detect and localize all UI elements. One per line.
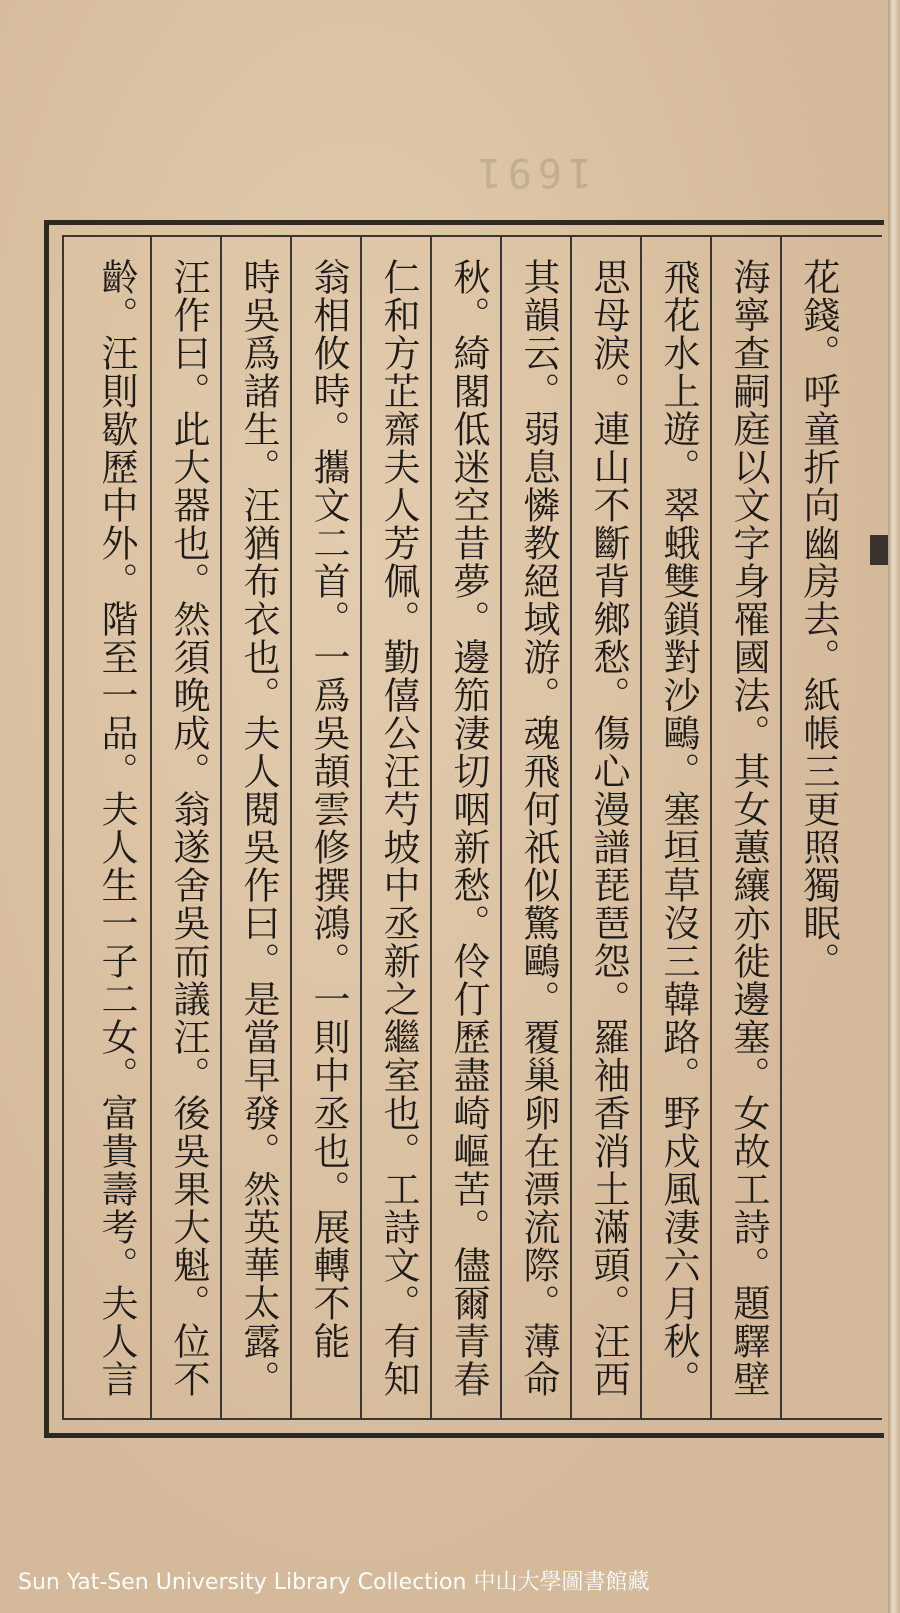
column-rule xyxy=(430,237,432,1418)
page-edge xyxy=(888,0,900,1613)
text-column-7: 仁和方芷齋夫人芳佩。勤僖公汪芍坡中丞新之繼室也。工詩文。有知 xyxy=(377,258,420,1398)
text-column-1: 花錢。呼童折向幽房去。紙帳三更照獨眠。 xyxy=(797,258,840,980)
column-rule xyxy=(150,237,152,1418)
text-column-11: 齡。汪則歇歷中外。階至一品。夫人生一子二女。富貴壽考。夫人言 xyxy=(95,258,138,1398)
library-credit xyxy=(18,1565,649,1596)
credit-english: Sun Yat-Sen University Library Collection xyxy=(18,1570,467,1595)
column-rule xyxy=(500,237,502,1418)
column-rule xyxy=(290,237,292,1418)
text-column-3: 飛花水上遊。翠蛾雙鎖對沙鷗。塞垣草沒三韓路。野戍風淒六月秋。 xyxy=(657,258,700,1398)
text-column-10: 汪作曰。此大器也。然須晚成。翁遂舍吳而議汪。後吳果大魁。位不 xyxy=(167,258,210,1398)
column-rule xyxy=(710,237,712,1418)
column-rule xyxy=(570,237,572,1418)
column-rule xyxy=(640,237,642,1418)
text-column-6: 秋。綺閣低迷空昔夢。邊笳淒切咽新愁。伶仃歷盡崎嶇苦。儘爾青春 xyxy=(447,258,490,1398)
column-rule xyxy=(360,237,362,1418)
text-column-5: 其韻云。弱息憐教絕域游。魂飛何祇似驚鷗。覆巢卵在漂流際。薄命 xyxy=(517,258,560,1398)
text-column-2: 海寧查嗣庭以文字身罹國法。其女蕙纕亦徙邊塞。女故工詩。題驛壁 xyxy=(727,258,770,1398)
credit-chinese: 中山大學圖書館藏 xyxy=(473,1570,650,1595)
column-rule xyxy=(780,237,782,1418)
text-column-4: 思母淚。連山不斷背鄉愁。傷心漫譜琵琶怨。羅袖香消土滿頭。汪西 xyxy=(587,258,630,1398)
text-column-8: 翁相攸時。攜文二首。一爲吳頡雲修撰鴻。一則中丞也。展轉不能 xyxy=(307,258,350,1360)
column-rule xyxy=(220,237,222,1418)
text-column-9: 時吳爲諸生。汪猶布衣也。夫人閱吳作曰。是當早發。然英華太露。 xyxy=(237,258,280,1398)
faded-library-stamp: 1691 xyxy=(471,149,592,195)
